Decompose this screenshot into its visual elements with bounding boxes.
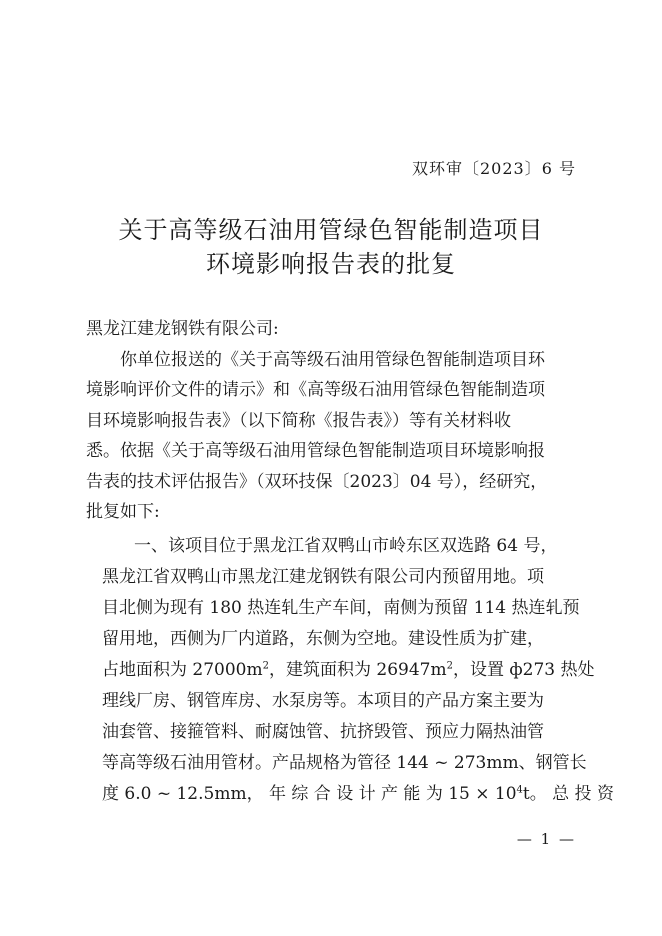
area-text: ，设置 ф273 热处	[452, 660, 595, 680]
title-line-1: 关于高等级石油用管绿色智能制造项目	[118, 216, 544, 244]
title-line-2: 环境影响报告表的批复	[206, 250, 456, 278]
superscript: 2	[446, 660, 453, 672]
area-text: 占地面积为 27000m	[102, 660, 263, 680]
superscript: 4	[516, 784, 523, 796]
paragraph-line: 等高等级石油用管材。产品规格为管径 144 ~ 273mm、钢管长	[102, 753, 587, 773]
page-number: — 1 —	[516, 830, 576, 848]
area-text: ，建筑面积为 26947m	[268, 660, 447, 680]
capacity-text: t。 总 投 资	[522, 784, 614, 804]
paragraph-line: 境影响评价文件的请示》和《高等级石油用管绿色智能制造项	[86, 380, 545, 400]
area-line	[102, 655, 595, 680]
paragraph-line: 理线厂房、钢管库房、水泵房等。本项目的产品方案主要为	[102, 691, 544, 711]
paragraph-line: 留用地，西侧为厂内道路，东侧为空地。建设性质为扩建，	[102, 629, 544, 649]
paragraph-line: 你单位报送的《关于高等级石油用管绿色智能制造项目环	[120, 350, 545, 370]
paragraph-line: 一、该项目位于黑龙江省双鸭山市岭东区双选路 64 号，	[134, 536, 558, 556]
paragraph-line: 批复如下:	[86, 502, 160, 522]
superscript: 2	[262, 660, 269, 672]
paragraph-line: 悉。依据《关于高等级石油用管绿色智能制造项目环境影响报	[86, 441, 545, 461]
paragraph-line: 告表的技术评估报告》（双环技保〔2023〕04 号），经研究，	[86, 472, 548, 492]
paragraph-line: 目环境影响报告表》（以下简称《报告表》）等有关材料收	[86, 411, 511, 431]
document-number: 双环审〔2023〕6 号	[412, 159, 576, 178]
paragraph-line: 油套管、接箍管料、耐腐蚀管、抗挤毁管、预应力隔热油管	[102, 722, 544, 742]
paragraph-line: 黑龙江省双鸭山市黑龙江建龙钢铁有限公司内预留用地。项	[102, 567, 544, 587]
capacity-text: 度 6.0 ~ 12.5mm， 年 综 合 设 计 产 能 为 15 × 10	[102, 784, 517, 804]
paragraph-line: 目北侧为现有 180 热连轧生产车间，南侧为预留 114 热连轧预	[102, 598, 580, 618]
salutation: 黑龙江建龙钢铁有限公司:	[86, 319, 279, 339]
capacity-line	[102, 779, 614, 804]
